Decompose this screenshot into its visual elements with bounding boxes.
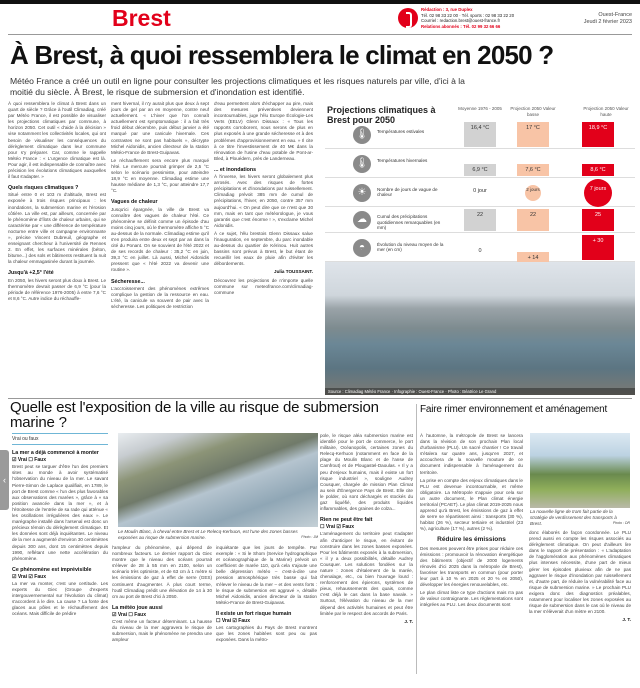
infographic-row bbox=[325, 149, 635, 178]
answer-checkbox: ☐ Vrai ☑ Faux bbox=[320, 524, 354, 531]
paragraph: À l'automne, la métropole de Brest se lancera dans la révision de son prochain Plan local d'urbanisme (PLU). Un sacré chantier ! Ce travail s'étalera sur quatre ans, jusqu'en 2027, et accouchera de la nouvelle mouture de ce document indispensable à l'aménagement du territoire. bbox=[420, 433, 523, 475]
article-title: À Brest, à quoi ressemblera le climat en 2050 ? bbox=[10, 40, 554, 70]
section-title: Brest bbox=[112, 5, 171, 31]
photo-caption bbox=[118, 529, 318, 541]
footer-note: Découvrez les projections de n'importe quelle commune sur meteofrance.com/climadiag-commune bbox=[214, 277, 313, 295]
contact-subscribers: Relations abonnés : Tél. 02 99 32 66 66 bbox=[421, 23, 501, 29]
kicker: Vrai ou faux bbox=[12, 433, 108, 445]
paragraph: En 2050, les hivers seront plus doux à Brest. Le thermomètre devrait passer de 6,9 °C (pour la période de référence 1976-2005) à entre 7,6 °C et 8,6 °C. Autre indice du réchauffe- bbox=[8, 277, 106, 301]
value-cell: + 14 bbox=[517, 252, 549, 262]
contact-email: Courriel : redaction.brest@ouest-france.fr bbox=[421, 18, 501, 24]
contact-redaction: Rédaction : 3, rue Duplex bbox=[421, 7, 473, 12]
answer-checkbox: ☑ Vrai ☐ Faux bbox=[112, 611, 146, 618]
heatwave-icon: ☀ bbox=[353, 184, 371, 202]
column-header: Moyenne 1976 - 2005 bbox=[458, 106, 502, 111]
contact-info bbox=[421, 7, 531, 29]
moulin-blanc-photo bbox=[118, 433, 318, 527]
photo-caption bbox=[530, 509, 630, 526]
paragraph: Jusqu'ici épargnée, la ville de Brest va connaître des vagues de chaleur l'été. Ce phénomène se définit comme un épisode d'au moins cinq jours, où le thermomètre affiche 5 °C au-dessus de la normale. Climadiag estime qu'il s'en produira entre deux et sept par an dans la cité du Ponant. On se souvient de l'été 2022 et de ses records de chaleur : 35,2 °C en juin, 39,3 °C en juillet. Là aussi, Michel Aidonidis pressent que « l'été 2022 va devenir une routine ». bbox=[111, 206, 209, 273]
paragraph: d'eau permettent alors d'échapper au pire, mais des mesures préventives deviennent incontournables, juge l'élu Europe Écologie-Les Verts (EELV) Glenn Dissaux : « Tous les rapports corroborent, nous serons de plus en plus exposés à une grande sécheresse et à des problèmes d'approvisionnement en eau. » Il cite à ce titre l'investissement de 40 M€ dans la rénovation de l'usine d'eau potable de Pont-ar-Bled, à Plouédern, près de Landerneau. bbox=[214, 101, 313, 161]
edition-date: Jeudi 2 février 2023 bbox=[583, 19, 632, 25]
question: La mer a déjà commencé à monter bbox=[12, 450, 99, 457]
subheading: ... et inondations bbox=[214, 166, 257, 173]
top-bar bbox=[0, 0, 640, 4]
column-divider bbox=[416, 404, 417, 674]
value-cell: 16,4 °C bbox=[464, 122, 496, 147]
paragraph: La prise en compte des enjeux climatiques dans le PLU est devenue incontournable, et même obligatoire. La Métropole s'appuie pour cela sur un autre document, le Plan climat énergie territorial (PCAET). Le plan climat 2019-2025 nous apprend qu'à Brest, les émissions de gaz à effet de serre se répartissent ainsi : transports (30 %), habitat (26 %), secteur tertiaire et industriel (23 %), agriculture (17 %), autres (2 %). bbox=[420, 477, 523, 532]
row-label: Températures estivales bbox=[377, 128, 425, 134]
article-column-1 bbox=[8, 101, 106, 393]
answer-checkbox: ☑ Vrai ☐ Faux bbox=[12, 457, 46, 464]
subheading: Sécheresse... bbox=[111, 278, 145, 285]
value-cell: 0 jour bbox=[473, 188, 487, 194]
paragraph: Situé entre 0 et 103 m d'altitude, Brest est exposée à trois risques principaux : les inondations, la submersion marine et l'érosion côtière. La ville est, par ailleurs, concernée par le phénomène d'îlots de chaleur urbains, qui se caractérise par « une différence de température nocturne entre ville et campagne environnante », précise Vincent Dubreuil, géographe et enseignant chercheur à l'université de Rennes 2. En effet, les surfaces minérales (béton, bitume...) des sols et bâtiments restituent la nuit la chaleur emmagasinée durant la journée. bbox=[8, 192, 106, 265]
paragraph: À ce sujet, l'élu brestois Glenn Dissaux salue l'inauguration, en septembre, du parc inondable au-dessus du quartier de Kérinou. Huit autres bassins sont prévus à Brest, le but étant de recueillir les eaux de pluie afin d'éviter les débordements. bbox=[214, 230, 313, 267]
true-false-column-1 bbox=[12, 433, 108, 665]
row-label: Nombre de jours de vague de chaleur bbox=[377, 186, 438, 198]
answer-checkbox: ☐ Vrai ☑ Faux bbox=[216, 618, 250, 625]
value-cell: 25 bbox=[582, 209, 614, 231]
subheading: Jusqu'à +2,5° l'été bbox=[8, 270, 54, 277]
column-header: Projection 2050 Valeur basse bbox=[510, 106, 556, 117]
article3-title: Faire rimer environnement et aménagement bbox=[420, 404, 608, 415]
paragraph: À quoi ressemblera le climat à Brest dans un quart de siècle ? Grâce à l'outil Climadiag, créé par Météo France, il est possible de visualiser les projections climatiques par commune, à horizon 2050. Cet outil « d'aide à la décision » vise notamment les collectivités locales, qui ont besoin de visualiser les conséquences du dérèglement climatique dans leur commune pour s'y préparer. Car, comme le rappelle Météo France : « L'urgence climatique est là. Pour agir, il est indispensable de connaître avec précision les évolutions climatiques auxquelles il faut s'adapter. » bbox=[8, 101, 106, 180]
paragraph: l'ampleur du phénomène, qui dépend de nombreux facteurs. Le dernier rapport du Giec montre que le niveau des océans pourrait s'élever de 28 à 55 mm en 2100, selon un scénario très optimiste, et de 63 cm à 1 mètre si les émissions de gaz à effet de serre (GES) continuent d'augmenter. À plus court terme, l'outil Climadiag prédit une élévation de 14 à 30 cm au port de Brest d'ici à 2050. bbox=[112, 545, 212, 599]
article-lead: Météo France a créé un outil en ligne pour consulter les projections climatiques et les risques naturels par ville, d'ici à la moitié du siècle. À Brest, le risque de submersion et d'inondation est identifié. bbox=[10, 76, 465, 97]
article2-title: Quelle est l'exposition de la ville au risque de submersion marine ? bbox=[10, 399, 379, 431]
paragraph: La mer va monter, c'est une certitude. Les experts du Giec (Groupe d'experts intergouvernemental sur l'évolution du climat) s'accordent à le dire. La cause ? La fonte des glaces aux pôles et le réchauffement des océans. Mais difficile de prédire bbox=[12, 580, 108, 617]
thermometer-snow-icon: 🌡 bbox=[353, 155, 371, 173]
paragraph: L'accroissement des phénomènes extrêmes complique la gestion de la ressource en eau. L'été, la canicule va souvent de pair avec la sécheresse. Les politiques de restriction bbox=[111, 285, 209, 309]
infographic-row bbox=[325, 120, 635, 149]
answer-checkbox: ☑ Vrai ☑ Faux bbox=[12, 573, 46, 580]
value-cell: 22 bbox=[517, 209, 549, 231]
value-cell: 22 bbox=[464, 209, 496, 231]
true-false-column-3 bbox=[216, 545, 317, 665]
subheading: Quels risques climatiques ? bbox=[8, 185, 79, 192]
header-divider bbox=[8, 34, 632, 35]
value-cell: 8,6 °C bbox=[582, 164, 614, 176]
infographic-title: Projections climatiques à Brest pour 2050 bbox=[327, 105, 436, 125]
value-cell: 7 jours bbox=[584, 179, 612, 207]
article-column-2 bbox=[111, 101, 209, 393]
article3-column-1 bbox=[420, 433, 523, 669]
paragraph: inquiétante que les jours de tempête. Par exemple : « Si le Shom (Service hydrographique et océanographique de la Marine) prévoit un coefficient de marée 110, qu'à cela s'ajoute une belle dépression météo – c'est-à-dire une pression atmosphérique très basse qui fait s'élever le niveau de la mer – et des vents forts : le risque de submersion est aggravé », détaille Michel Aidonidis, ancien directeur de la station Météo-France de Brest-Guipavas. bbox=[216, 545, 317, 605]
author-initials: J. T. bbox=[404, 618, 413, 624]
subheading: Réduire les émissions bbox=[437, 535, 506, 543]
paragraph: Le plan climat liste ce type d'actions mais n'a pas de valeur contraignante. Les réglementations sont intégrées au PLU. Les deux documents sont bbox=[420, 590, 523, 608]
paragraph: ment hivernal, il n'y aurait plus que deux à sept jours de gel par an en moyenne, contre neuf actuellement. « L'hiver que l'on connaît actuellement est symptomatique : il a fait très froid début décembre, puis début janvier a été marqué par une canicule hivernale. Ces contrastes ne sont pas habituels », décrypte Michel Aidonidis, ancien directeur de la station Météo-France de Brest-Guipavas. bbox=[111, 101, 209, 155]
value-cell: 2 jours bbox=[525, 185, 541, 201]
thermometer-sun-icon: 🌡 bbox=[353, 126, 371, 144]
author-initials: J. T. bbox=[622, 617, 631, 623]
infographic-row bbox=[325, 178, 635, 207]
edition-info bbox=[560, 12, 632, 26]
question: Il existe un fort risque humain bbox=[216, 610, 292, 617]
paragraph: Le réchauffement sera encore plus marqué l'été. Le mercure pourrait grimper de 2,5 °C selon le scénario pessimiste, pour atteindre 18,9 °C en moyenne. Climadiag estime une hausse médiane de 1,3 °C, pour atteindre 17,7 °C. bbox=[111, 157, 209, 194]
value-cell: + 30 bbox=[582, 235, 614, 260]
question: Rien ne peut être fait bbox=[320, 517, 373, 524]
true-false-column-4 bbox=[320, 433, 413, 669]
paragraph: À l'inverse, les hivers seront globalement plus arrosés. Avec des risques de fortes précipitations et d'inondations par ruissellement. Climadiag prévoit 385 mm de cumul de précipitations, l'hiver, en 2050, contre 357 mm aujourd'hui. « On peut dire que ce n'est que 30 mm, mais en tant que météorologue, je vous garantis que c'est énorme ! », s'exclame Michel Aidonidis. bbox=[214, 174, 313, 228]
value-cell: 17 °C bbox=[517, 122, 549, 147]
paragraph: L'aménagement du territoire peut s'adapter afin d'anticiper le risque, en évitant de construire dans les zones basses exposées. Pour les bâtiments exposés à la submersion, « il y a deux possibilités, détaille Audrey Cousquer. Les solutions fondées sur la nature : zones d'étalement de la marée, chenalage, etc., ou bien l'ouvrage lourd : renforcement des épierons, systèmes de pieux, rehaussements des quais, comme c'est déjà le cas dans la base navale. » Surtout, l'élévation du niveau de la mer dépend des activités humaines et peut être limitée par le respect des accords de Paris. bbox=[320, 531, 413, 616]
value-cell: 0 bbox=[478, 248, 482, 254]
climate-infographic bbox=[325, 102, 635, 262]
caption-text: La nouvelle ligne de tram fait partie de la stratégie de verdissement des transports à Brest. bbox=[530, 509, 617, 526]
paragraph: C'est même un facteur déterminant. La hausse du niveau de la mer aggravera le risque de submersion, mais le phénomène ne prendra une ampleur bbox=[112, 619, 212, 643]
article3-column-2 bbox=[529, 530, 631, 669]
value-cell: 6,9 °C bbox=[464, 164, 496, 176]
paragraph: Les cartographies du Pays de Brest montrent que les zones habitées sont peu ou pas exposées. Dans la métro- bbox=[216, 625, 317, 643]
back-button[interactable]: ‹ bbox=[0, 450, 9, 510]
ouest-france-logo-icon bbox=[398, 8, 418, 28]
rain-cloud-icon: ☁ bbox=[353, 211, 371, 229]
paper-name: Ouest-France bbox=[598, 12, 632, 18]
caption-credit: Photo : JM bbox=[301, 534, 318, 539]
author: Julia TOUSSAINT. bbox=[274, 269, 313, 275]
sea-level-icon: ◓ bbox=[353, 239, 371, 257]
value-cell: 18,9 °C bbox=[582, 122, 614, 147]
row-label: Évolution du niveau moyen de la mer (en cm) bbox=[377, 241, 444, 253]
infographic-row bbox=[325, 207, 635, 233]
contact-tel: Tél. 02 98 33 22 00 · Tél. sports : 02 98 33 22 20 bbox=[421, 12, 515, 18]
article-column-3 bbox=[214, 101, 313, 393]
paragraph: Brest peut se targuer d'être l'un des premiers sites au monde à avoir systématisé l'observation du niveau de la mer. Le savant Pierre-Simon de Laplace qualifiait, en 1789, le port de Brest comme « l'un des plus favorables aux observations des marées », grâce à « sa position avancée dans la mer », et à l'étroitesse de l'entrée de sa rade qui atténue « les oscillations irrégulières des eaux ». Le marégraphe installé dans l'arsenal est donc un précieux témoin du dérèglement climatique. Et les données sont déjà inquiétantes. Le niveau de la mer a augmenté d'environ 30 centimètres depuis 300 ans, dont 15 centimètres depuis 1990, reflétant une nette accélération du phénomène. bbox=[12, 464, 108, 561]
paragraph: Des mesures peuvent être prises pour réduire ces émissions : promouvoir la rénovation énergétique des bâtiments (objectif de 2000 logements rénovés d'ici 2025 dans la métropole de Brest), favoriser les transports en commun (pour porter leur part à 10 % en 2025 et 20 % en 2050), développer les énergies renouvelables, etc. bbox=[420, 545, 523, 588]
question: La météo joue aussi bbox=[112, 604, 163, 611]
tram-line-photo bbox=[530, 433, 630, 508]
question: Ce phénomène est imprévisible bbox=[12, 566, 92, 573]
caption-credit: Photo : DR bbox=[612, 520, 630, 525]
paragraph: donc élaborés de façon coordonnée. Le PLU prend aussi en compte les risques associés au dérèglement climatique. On peut d'ailleurs lire dans le rapport de présentation : « L'adaptation de l'agglomération aux phénomènes climatiques plus intenses nécessite, d'une part de mieux gérer les épisodes pluvieux afin de ne pas aggraver le risque d'inondation par ruissellement et, d'autre part, de réduire la vulnérabilité face au risque de submersion marine. » Le prochain PLU exigera donc des diagnostics préalables, notamment pour localiser les zones exposées au risque de submersion dans le cas où le niveau de la mer s'élèverait d'un mètre en 2100. bbox=[529, 530, 631, 615]
infographic-row bbox=[325, 233, 635, 262]
brest-harbour-photo bbox=[325, 262, 635, 395]
value-cell: 7,6 °C bbox=[517, 164, 549, 176]
subheading: Vagues de chaleur bbox=[111, 199, 158, 206]
true-false-column-2 bbox=[112, 545, 212, 665]
photo-credit: Source : Climadiag Météo France · Infographie : Ouest-France · Photo : Béatrice Le Grand bbox=[325, 388, 635, 395]
row-label: Cumul des précipitations quotidiennes remarquables (en mm) bbox=[377, 214, 441, 231]
row-label: Températures hivernales bbox=[377, 157, 428, 163]
column-header: Projection 2050 Valeur haute bbox=[583, 106, 629, 117]
caption-text: Le Moulin Blanc, à cheval entre Brest et Le Relecq-Kerhuon, est l'une des zones basses exposées au risque de submersion marine. bbox=[118, 529, 298, 540]
paragraph: pole, le risque aléa submersion marine est identifié pour le port de commerce, le port militaire, Océanopolis, certaines zones du Relecq-Kerhuon (notamment en face de la plage du Moulin Blanc et de l'anse de Camfrout) et de Plougastel-Daoulas. « Il y a peu d'enjeux humains, mais il existe un fort risque industriel », souligne Audrey Cousquer, chargée de mission Plan Climat au sein d'Énergence Pays de Brest. Elle cite le polder, où sont déchargés et stockés du gaz liquéfié, des produits liquides inflammables, des graines de colza... bbox=[320, 433, 413, 512]
